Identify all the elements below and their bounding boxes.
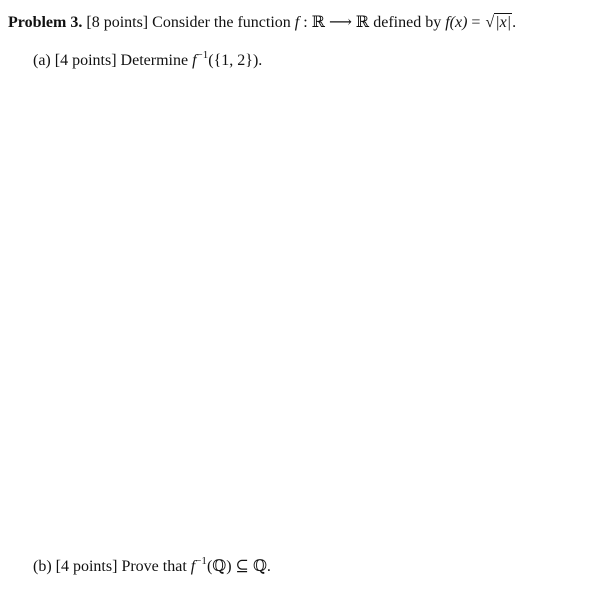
part-b-period: . [266,558,271,575]
colon: : [299,14,312,31]
equals-sign: = [467,14,485,31]
part-b-open-paren: ( [206,558,213,575]
codomain-set: ℝ [355,12,370,31]
problem-points: [8 points] [86,14,149,31]
part-b-points: [4 points] [55,558,118,575]
part-a-period: . [258,52,263,69]
part-b-function: f [190,558,196,575]
part-a-points: [4 points] [54,52,117,69]
part-b-close-paren: ) [226,558,232,575]
radical-sign: √ [485,14,495,31]
part-a-exponent: −1 [196,48,209,61]
problem-statement [8,12,516,33]
function-lhs: f(x) [445,14,468,31]
part-a-argument: ({1, 2}) [208,52,259,69]
radicand: |x| [495,14,512,31]
part-a-text: Determine [120,52,189,69]
problem-intro: Consider the function [152,14,291,31]
problem-period: . [512,14,517,31]
function-name: f [294,14,300,31]
domain-set: ℝ [311,12,325,31]
part-b-set: ℚ [212,556,227,575]
part-b-set2: ℚ [252,556,267,575]
subset-symbol: ⊆ [231,558,253,575]
part-a-label: (a) [33,52,51,69]
part-a [33,48,263,71]
part-a-function: f [192,52,197,69]
part-b [33,556,271,577]
defined-by-text: defined by [369,14,446,31]
part-b-text: Prove that [121,558,187,575]
problem-heading: Problem 3. [8,14,83,31]
part-b-exponent: −1 [195,554,207,567]
square-root-expression [484,13,512,33]
mapping-arrow: ⟶ [324,14,356,31]
part-b-label: (b) [33,558,52,575]
